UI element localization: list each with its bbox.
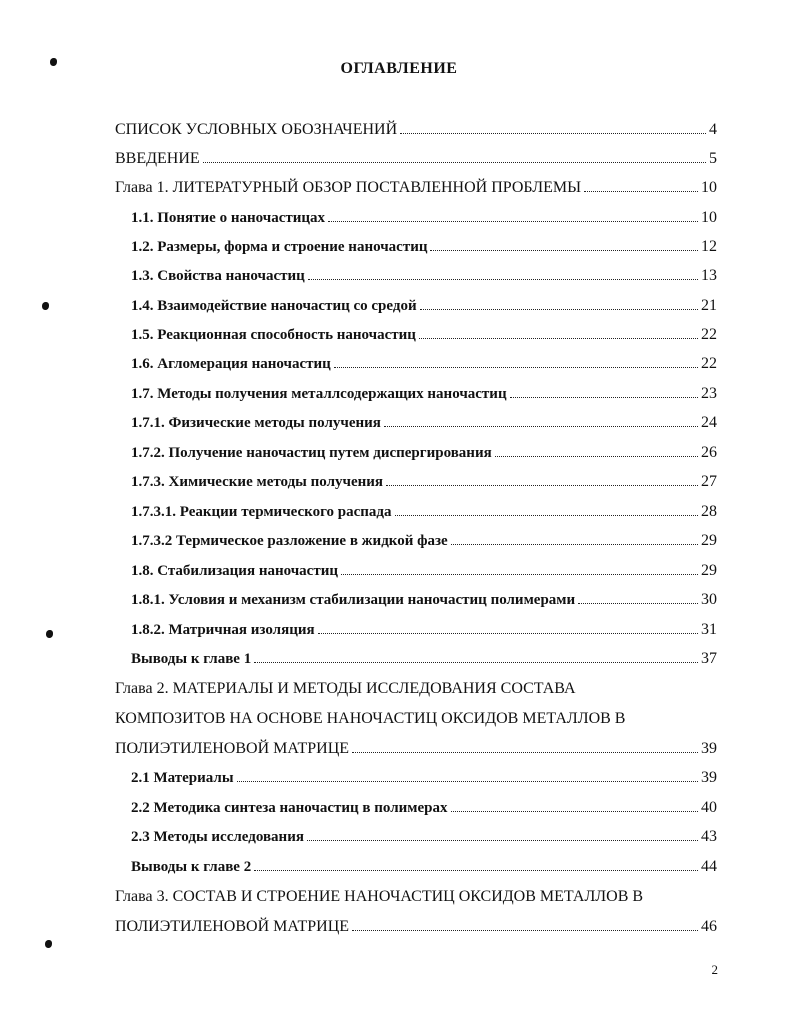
toc-entry-label: 2.3 Методы исследования: [131, 829, 304, 845]
toc-entry[interactable]: [115, 739, 717, 759]
toc-entry-label: 1.2. Размеры, форма и строение наночастиц: [131, 239, 428, 255]
toc-entry[interactable]: [131, 620, 717, 640]
toc-entry-label: 1.4. Взаимодействие наночастиц со средой: [131, 298, 417, 314]
binding-hole-mark: [42, 302, 49, 310]
toc-entry-page: 22: [701, 326, 717, 343]
toc-entry-page: 39: [701, 740, 717, 757]
dot-leader: [584, 191, 698, 192]
dot-leader: [395, 515, 698, 516]
dot-leader: [430, 250, 698, 251]
dot-leader: [318, 633, 698, 634]
toc-entry[interactable]: [131, 590, 717, 610]
toc-entry[interactable]: [131, 472, 717, 492]
toc-entry-page: 31: [701, 621, 717, 638]
toc-entry-page: 37: [701, 650, 717, 667]
toc-entry[interactable]: [131, 237, 717, 257]
dot-leader: [307, 840, 698, 841]
binding-hole-mark: [50, 58, 57, 66]
toc-entry-label: ПОЛИЭТИЛЕНОВОЙ МАТРИЦЕ: [115, 740, 350, 757]
toc-entry-label: 1.5. Реакционная способность наночастиц: [131, 327, 416, 343]
toc-entry-label: 2.2 Методика синтеза наночастиц в полимерах: [131, 800, 448, 816]
dot-leader: [203, 162, 706, 163]
page-number: 2: [711, 962, 718, 977]
toc-entry-page: 13: [701, 267, 717, 284]
toc-entry-label: 1.7. Методы получения металлсодержащих наночастиц: [131, 386, 507, 402]
dot-leader: [308, 279, 698, 280]
toc-entry-page: 10: [701, 209, 717, 226]
toc-entry[interactable]: [131, 325, 717, 345]
toc-entry-page: 21: [701, 297, 717, 314]
toc-entry-label: 1.7.3.2 Термическое разложение в жидкой фазе: [131, 533, 448, 549]
dot-leader: [420, 309, 698, 310]
toc-entry-label: ПОЛИЭТИЛЕНОВОЙ МАТРИЦЕ: [115, 918, 350, 935]
toc-entry[interactable]: [131, 827, 717, 847]
dot-leader: [352, 930, 698, 931]
toc-entry-label: Выводы к главе 2: [131, 859, 252, 875]
toc-entry-continuation[interactable]: Глава 3. СОСТАВ И СТРОЕНИЕ НАНОЧАСТИЦ ОКСИДОВ МЕТАЛЛОВ В: [115, 888, 644, 905]
toc-entry-label: 1.8.1. Условия и механизм стабилизации наночастиц полимерами: [131, 592, 576, 608]
toc-entry[interactable]: [131, 354, 717, 374]
dot-leader: [510, 397, 698, 398]
toc-entry[interactable]: [131, 561, 717, 581]
toc-entry[interactable]: [131, 857, 717, 877]
dot-leader: [352, 752, 698, 753]
toc-entry-page: 29: [701, 562, 717, 579]
toc-entry-page: 26: [701, 444, 717, 461]
toc-entry[interactable]: [131, 649, 717, 669]
toc-entry-continuation[interactable]: Глава 2. МАТЕРИАЛЫ И МЕТОДЫ ИССЛЕДОВАНИЯ СОСТАВА: [115, 680, 576, 697]
toc-entry-label: 1.7.2. Получение наночастиц путем диспергирования: [131, 445, 492, 461]
dot-leader: [419, 338, 698, 339]
toc-entry-page: 28: [701, 503, 717, 520]
toc-entry-page: 30: [701, 591, 717, 608]
dot-leader: [254, 870, 698, 871]
dot-leader: [328, 221, 698, 222]
toc-entry[interactable]: [131, 798, 717, 818]
toc-entry-page: 23: [701, 385, 717, 402]
binding-hole-mark: [46, 630, 53, 638]
toc-entry-page: 4: [709, 121, 717, 138]
dot-leader: [237, 781, 698, 782]
toc-entry-page: 40: [701, 799, 717, 816]
toc-entry[interactable]: [131, 443, 717, 463]
dot-leader: [578, 603, 698, 604]
toc-entry-label: Глава 1. ЛИТЕРАТУРНЫЙ ОБЗОР ПОСТАВЛЕННОЙ ПРОБЛЕМЫ: [115, 179, 582, 196]
dot-leader: [495, 456, 698, 457]
toc-entry[interactable]: [131, 384, 717, 404]
page-title: ОГЛАВЛЕНИЕ: [340, 60, 458, 77]
toc-entry-page: 43: [701, 828, 717, 845]
dot-leader: [254, 662, 698, 663]
dot-leader: [341, 574, 698, 575]
toc-entry-label: 1.7.1. Физические методы получения: [131, 415, 381, 431]
toc-entry[interactable]: [115, 917, 717, 937]
toc-entry-continuation[interactable]: КОМПОЗИТОВ НА ОСНОВЕ НАНОЧАСТИЦ ОКСИДОВ МЕТАЛЛОВ В: [115, 710, 626, 727]
toc-entry[interactable]: [131, 266, 717, 286]
toc-entry-label: Выводы к главе 1: [131, 651, 252, 667]
toc-entry[interactable]: [131, 208, 717, 228]
toc-entry-page: 22: [701, 355, 717, 372]
toc-entry[interactable]: [131, 768, 717, 788]
toc-entry[interactable]: [131, 502, 717, 522]
toc-entry-label: 1.7.3.1. Реакции термического распада: [131, 504, 392, 520]
dot-leader: [386, 485, 698, 486]
toc-entry[interactable]: [115, 178, 717, 198]
toc-entry-page: 24: [701, 414, 717, 431]
toc-entry[interactable]: [131, 413, 717, 433]
toc-entry-page: 39: [701, 769, 717, 786]
dot-leader: [400, 133, 706, 134]
toc-entry[interactable]: [115, 149, 717, 169]
dot-leader: [384, 426, 698, 427]
toc-entry-label: 2.1 Материалы: [131, 770, 234, 786]
toc-entry-label: 1.6. Агломерация наночастиц: [131, 356, 331, 372]
toc-entry[interactable]: [131, 296, 717, 316]
dot-leader: [451, 811, 699, 812]
toc-entry-label: ВВЕДЕНИЕ: [115, 150, 200, 167]
toc-entry[interactable]: [115, 120, 717, 140]
toc-entry-label: СПИСОК УСЛОВНЫХ ОБОЗНАЧЕНИЙ: [115, 121, 398, 138]
toc-entry-page: 5: [709, 150, 717, 167]
toc-entry-label: 1.8.2. Матричная изоляция: [131, 622, 315, 638]
binding-hole-mark: [45, 940, 52, 948]
toc-entry-page: 44: [701, 858, 717, 875]
toc-entry-label: 1.1. Понятие о наночастицах: [131, 210, 326, 226]
toc-entry-page: 27: [701, 473, 717, 490]
toc-entry-label: 1.3. Свойства наночастиц: [131, 268, 305, 284]
toc-entry-page: 46: [701, 918, 717, 935]
toc-entry-page: 29: [701, 532, 717, 549]
toc-entry[interactable]: [131, 531, 717, 551]
toc-entry-label: 1.8. Стабилизация наночастиц: [131, 563, 338, 579]
dot-leader: [334, 367, 698, 368]
toc-entry-page: 10: [701, 179, 717, 196]
toc-entry-page: 12: [701, 238, 717, 255]
toc-entry-label: 1.7.3. Химические методы получения: [131, 474, 384, 490]
dot-leader: [451, 544, 698, 545]
